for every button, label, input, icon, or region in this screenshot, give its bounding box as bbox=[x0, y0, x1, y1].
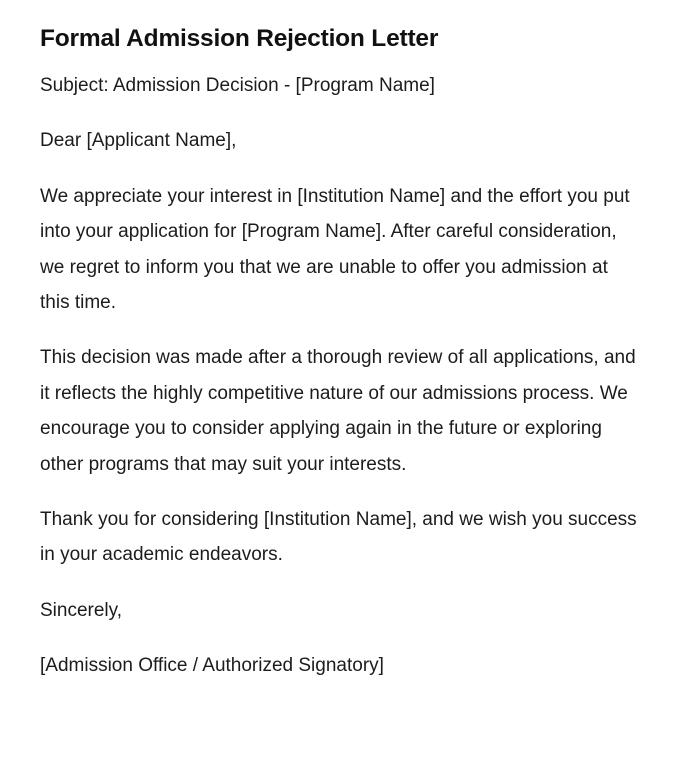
closing-salutation: Sincerely, bbox=[40, 599, 123, 621]
salutation: Dear [Applicant Name], bbox=[40, 130, 237, 152]
signature-block: [Admission Office / Authorized Signatory] bbox=[40, 655, 384, 677]
body-paragraph-3: Thank you for considering [Institution Name], and we wish you success in your academic endeavors. bbox=[40, 508, 637, 566]
body-paragraph-1: We appreciate your interest in [Institution Name] and the effort you put into your application for [Program Name]. After careful consideration, we regret to inform you that we are unable to offer you admission at this time. bbox=[40, 185, 630, 313]
page-title: Formal Admission Rejection Letter bbox=[40, 25, 439, 52]
body-paragraph-2: This decision was made after a thorough review of all applications, and it reflects the highly competitive nature of our admissions process. We encourage you to consider applying again in the future or exploring other programs that may suit your interests. bbox=[40, 347, 636, 475]
subject-line: Subject: Admission Decision - [Program Name] bbox=[40, 74, 435, 96]
letter-body bbox=[40, 68, 640, 684]
